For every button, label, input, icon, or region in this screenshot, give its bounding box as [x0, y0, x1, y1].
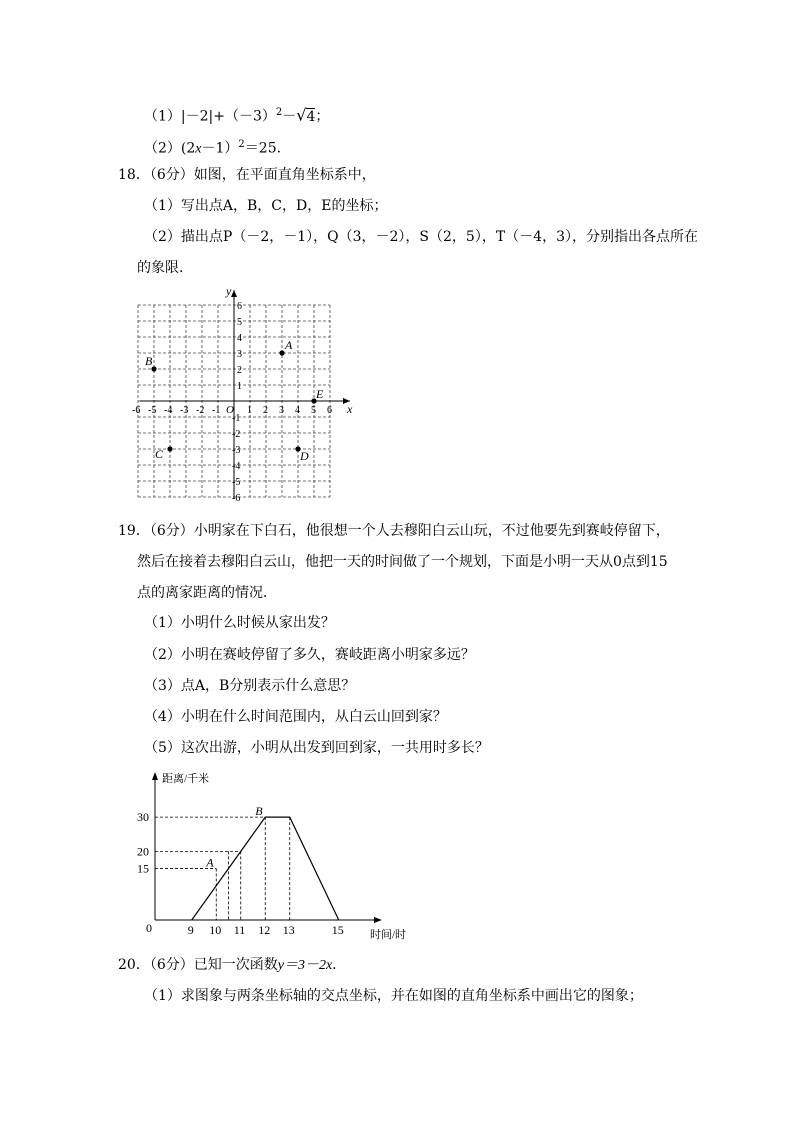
q17-part2-mid: －1）	[201, 140, 239, 157]
q17-part2-end: ＝25．	[244, 140, 291, 157]
q20-header-prefix: 20．（6分）已知一次函数	[118, 957, 278, 973]
x-tick-label: -2	[196, 405, 205, 416]
grid-ticks	[132, 301, 332, 504]
x-tick-13: 13	[282, 923, 295, 937]
x-tick-label: 4	[295, 405, 300, 416]
y-tick-label: 4	[237, 333, 242, 344]
x-tick-9: 9	[187, 923, 194, 937]
q18-part2-line1: （2）描出点P（－2，－1），Q（3，－2），S（2，5），T（－4，3），分别指出各点所在	[144, 229, 698, 245]
q19-question1: （1）小明什么时候从家出发？	[144, 615, 335, 631]
x-tick-15: 15	[331, 923, 344, 937]
y-tick-label: 5	[237, 317, 242, 328]
point-a	[279, 350, 284, 355]
y-tick-label: 3	[237, 349, 242, 360]
chart-y-arrow	[152, 772, 158, 780]
q19-question2: （2）小明在赛岐停留了多久，赛岐距离小明家多远？	[144, 647, 475, 663]
y-tick-label: -2	[232, 429, 241, 440]
q19-header-line3: 点的离家距离的情况．	[137, 585, 277, 601]
q20-function: y＝3－2x	[277, 958, 333, 973]
y-tick-label: 6	[237, 301, 242, 312]
y-tick-label: 1	[237, 381, 242, 392]
y-tick-label: 2	[237, 365, 242, 376]
q17-part1-end: ；	[315, 108, 330, 125]
y-axis-label: y	[226, 284, 232, 298]
x-tick-label: 5	[311, 405, 316, 416]
y-tick-30: 30	[137, 810, 149, 825]
q19-header-line2: 然后在接着去穆阳白云山，他把一天的时间做了一个规划，下面是小明一天从0点到15	[137, 554, 668, 570]
point-label-b: B	[145, 354, 153, 368]
q18-header: 18．（6分）如图，在平面直角坐标系中，	[118, 167, 376, 183]
x-tick-label: -6	[132, 405, 141, 416]
q18-part1: （1）写出点A，B，C，D，E的坐标；	[144, 198, 388, 214]
chart-guides	[155, 817, 290, 920]
q17-part2-var: x	[195, 141, 202, 157]
q20-header-end: ．	[332, 957, 347, 973]
y-tick-15: 15	[137, 861, 149, 876]
chart-origin-label: 0	[146, 921, 152, 935]
y-tick-label: -4	[232, 461, 241, 472]
q18-coordinate-grid	[132, 284, 356, 506]
x-tick-label: -4	[164, 405, 173, 416]
distance-time-chart	[130, 762, 420, 946]
x-tick-11: 11	[233, 923, 246, 937]
q17-part2-prefix: （2）(2	[144, 140, 196, 157]
annotation-b: B	[255, 804, 263, 819]
q19-question4: （4）小明在什么时间范围内，从白云山回到家？	[144, 709, 447, 725]
q19-header-line1: 19．（6分）小明家在下白石，他很想一个人去穆阳白云山玩，不过他要先到赛岐停留下，	[118, 523, 670, 539]
q17-part1-minus: －	[282, 108, 297, 125]
q18-part2-line2: 的象限．	[137, 260, 193, 276]
point-label-e: E	[316, 387, 324, 401]
x-tick-12: 12	[258, 923, 271, 937]
y-tick-label: -6	[232, 493, 241, 504]
x-tick-label: 1	[247, 405, 252, 416]
q19-question5: （5）这次出游，小明从出发到回到家，一共用时多长？	[144, 740, 489, 756]
x-tick-label: 6	[327, 405, 332, 416]
point-label-d: D	[300, 449, 309, 463]
y-tick-label: -1	[232, 413, 241, 424]
y-tick-label: -3	[232, 445, 241, 456]
point-label-c: C	[155, 447, 164, 461]
chart-xlabel: 时间/时	[370, 929, 407, 941]
x-tick-label: -5	[148, 405, 157, 416]
x-tick-label: -3	[180, 405, 189, 416]
x-tick-label: 3	[279, 405, 284, 416]
q17-part2	[144, 136, 291, 159]
point-c	[167, 446, 172, 451]
y-axis-arrow	[231, 290, 237, 297]
q17-part2-exponent: 2	[238, 139, 245, 150]
q17-part1-exponent: 2	[275, 107, 283, 118]
annotation-a: A	[206, 855, 214, 870]
y-tick-20: 20	[137, 844, 149, 859]
sqrt-symbol: √	[296, 105, 307, 125]
q20-header	[118, 956, 346, 975]
x-tick-10: 10	[209, 923, 222, 937]
y-tick-label: -5	[232, 477, 241, 488]
chart-x-arrow	[374, 917, 382, 923]
x-tick-label: -1	[212, 405, 221, 416]
q17-part1-prefix: （1）|－2|+（－3）	[144, 108, 276, 125]
point-label-a: A	[285, 338, 293, 352]
q17-part1	[144, 104, 329, 126]
x-tick-label: 2	[263, 405, 268, 416]
q19-question3: （3）点A，B分别表示什么意思？	[144, 678, 356, 694]
q20-part1: （1）求图象与两条坐标轴的交点坐标，并在如图的直角坐标系中画出它的图象；	[144, 988, 643, 1004]
x-axis-label: x	[347, 402, 353, 416]
q17-part1-radicand: 4	[306, 108, 316, 125]
origin-label: O	[226, 404, 234, 416]
chart-ylabel: 距离/千米	[162, 773, 210, 785]
